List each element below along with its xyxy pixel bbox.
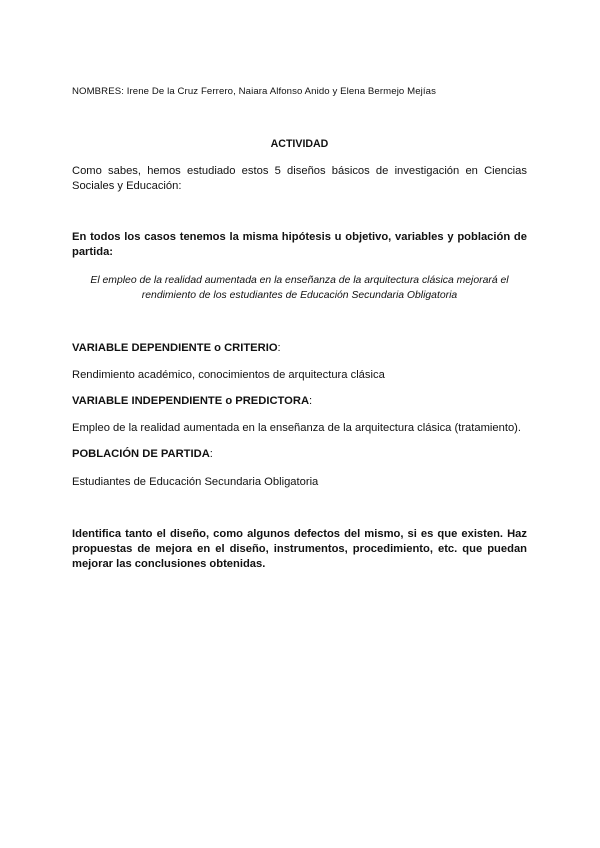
intro-paragraph: Como sabes, hemos estudiado estos 5 diseños básicos de investigación en Ciencias Sociales y Educación: <box>72 165 527 192</box>
hypothesis-question: En todos los casos tenemos la misma hipótesis u objetivo, variables y población de partida: <box>72 231 527 258</box>
population-label: POBLACIÓN DE PARTIDA <box>72 448 210 460</box>
population-value: Estudiantes de Educación Secundaria Obligatoria <box>72 476 319 488</box>
independent-variable-label: VARIABLE INDEPENDIENTE o PREDICTORA <box>72 395 310 407</box>
independent-variable-colon: : <box>309 395 313 407</box>
dependent-variable-label: VARIABLE DEPENDIENTE o CRITERIO <box>72 342 278 354</box>
population-colon: : <box>209 448 213 460</box>
hypothesis-statement: El empleo de la realidad aumentada en la enseñanza de la arquitectura clásica mejorará el rendimiento de los estudiantes de Educación Secundaria Obligatoria <box>90 275 509 301</box>
population-heading <box>72 447 527 462</box>
dependent-variable-colon: : <box>277 342 281 354</box>
dependent-variable-value: Rendimiento académico, conocimientos de arquitectura clásica <box>72 369 385 381</box>
independent-variable-heading <box>72 394 527 409</box>
activity-title: ACTIVIDAD <box>270 138 329 150</box>
dependent-variable-heading <box>72 341 527 356</box>
task-instructions: Identifica tanto el diseño, como algunos defectos del mismo, si es que existen. Haz propuestas de mejora en el diseño, instrumentos, procedimiento, etc. que puedan mejorar las conclusiones obtenidas. <box>72 528 527 570</box>
student-names: NOMBRES: Irene De la Cruz Ferrero, Naiara Alfonso Anido y Elena Bermejo Mejías <box>72 86 436 97</box>
independent-variable-value: Empleo de la realidad aumentada en la enseñanza de la arquitectura clásica (tratamiento). <box>72 422 522 434</box>
